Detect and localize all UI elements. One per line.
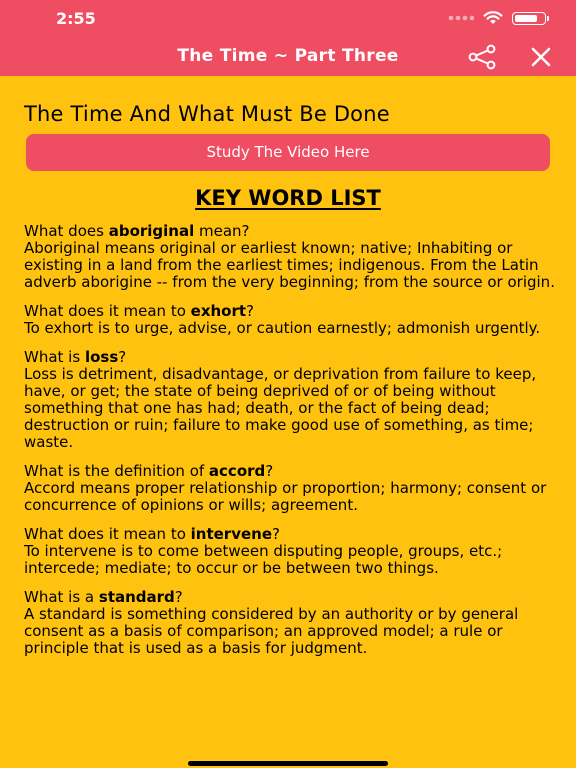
share-icon[interactable] <box>467 44 497 70</box>
keyword: exhort <box>190 302 247 320</box>
nav-title: The Time ~ Part Three <box>177 46 399 66</box>
status-time: 2:55 <box>56 9 96 28</box>
app-header <box>0 0 576 76</box>
entry-definition: To exhort is to urge, advise, or caution earnestly; admonish urgently. <box>24 319 541 337</box>
page-title: The Time And What Must Be Done <box>24 102 390 126</box>
entry-exhort <box>24 303 560 337</box>
entry-intervene <box>24 526 560 577</box>
entry-accord <box>24 463 560 514</box>
entry-aboriginal <box>24 223 560 291</box>
study-video-button[interactable]: Study The Video Here <box>26 134 550 171</box>
entry-question: What is loss? <box>24 348 127 366</box>
close-icon[interactable] <box>531 47 551 67</box>
entry-standard <box>24 589 560 657</box>
entry-definition: Accord means proper relationship or proportion; harmony; consent or concurrence of opinions or wills; agreement. <box>24 479 547 514</box>
entry-question: What does aboriginal mean? <box>24 222 250 240</box>
home-indicator[interactable] <box>188 761 388 766</box>
battery-icon <box>512 12 546 25</box>
entry-definition: Aboriginal means original or earliest known; native; Inhabiting or existing in a land from the earliest times; indigenous. From the Latin adverb aborigine -- from the very beginning; from the source or origin. <box>24 239 555 291</box>
key-word-entries <box>24 223 560 669</box>
keyword: accord <box>208 462 266 480</box>
signal-dots-icon <box>448 15 474 21</box>
status-icons <box>448 11 546 25</box>
key-word-list-heading-text: KEY WORD LIST <box>195 186 381 210</box>
content-area[interactable] <box>0 76 576 768</box>
entry-definition: To intervene is to come between disputing people, groups, etc.; intercede; mediate; to occur or be between two things. <box>24 542 503 577</box>
keyword: aboriginal <box>108 222 195 240</box>
entry-question: What is a standard? <box>24 588 183 606</box>
keyword: loss <box>84 348 119 366</box>
entry-question: What does it mean to exhort? <box>24 302 255 320</box>
keyword: intervene <box>190 525 273 543</box>
entry-question: What does it mean to intervene? <box>24 525 280 543</box>
wifi-icon <box>483 11 503 25</box>
keyword: standard <box>98 588 175 606</box>
entry-loss <box>24 349 560 451</box>
key-word-list-heading <box>0 186 576 210</box>
entry-question: What is the definition of accord? <box>24 462 274 480</box>
entry-definition: Loss is detriment, disadvantage, or deprivation from failure to keep, have, or get; the state of being deprived of or of being without something that one has had; death, or the fact of being dead; destruction or ruin; failure to make good use of something, as time; waste. <box>24 365 537 451</box>
entry-definition: A standard is something considered by an authority or by general consent as a basis of comparison; an approved model; a rule or principle that is used as a basis for judgment. <box>24 605 519 657</box>
